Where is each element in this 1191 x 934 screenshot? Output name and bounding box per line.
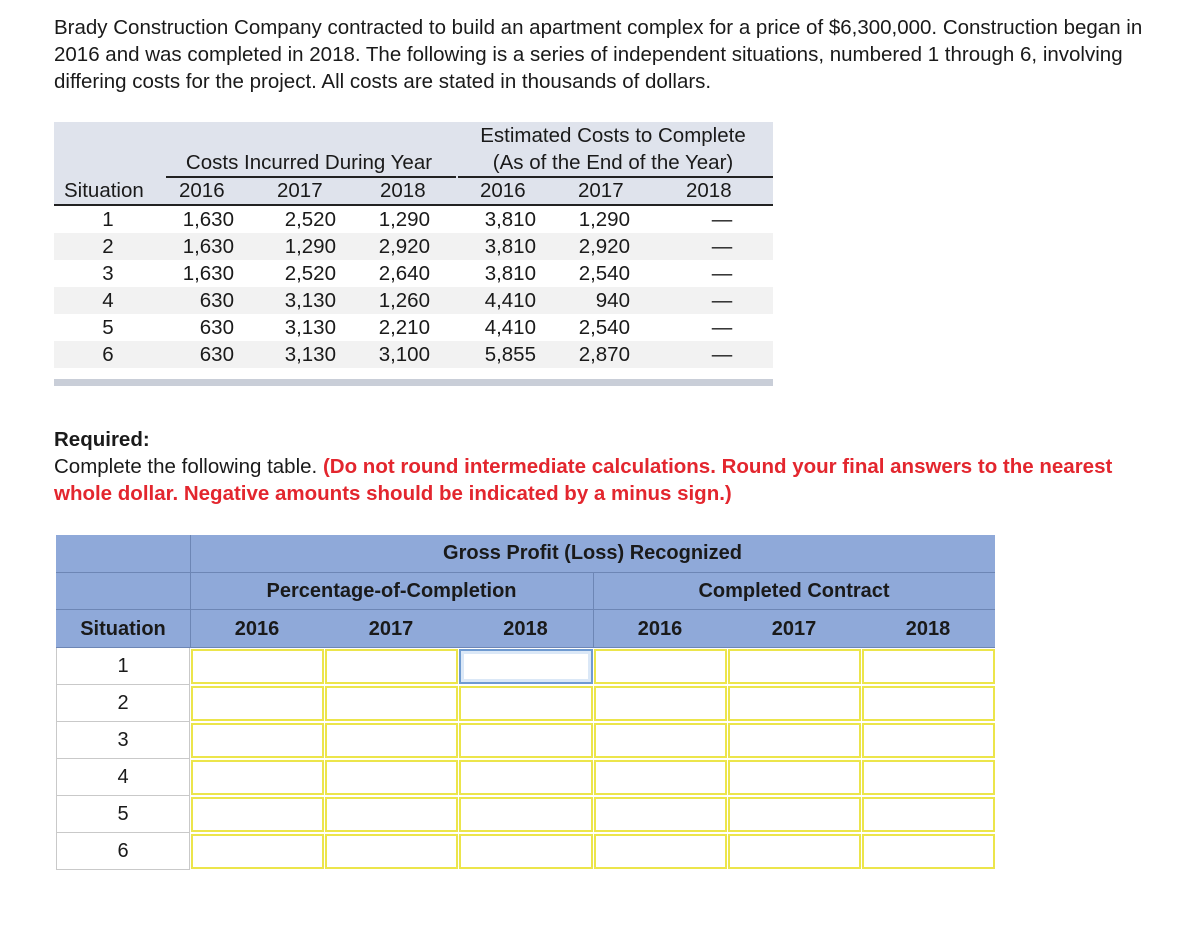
required-text: [54, 453, 1164, 507]
cell-estimated-2016: 5,855: [484, 343, 536, 366]
cell-estimated-2016: 4,410: [484, 289, 536, 312]
cell-incurred-2017: 3,130: [284, 289, 336, 312]
col-header-incurred-2018: 2018: [380, 179, 426, 202]
answer-input-s2-cc-2016[interactable]: [594, 686, 727, 721]
answer-situation-label: 6: [56, 833, 190, 870]
cell-estimated-2016: 4,410: [484, 316, 536, 339]
answer-input-s4-cc-2016[interactable]: [594, 760, 727, 795]
answer-input-s1-cc-2017[interactable]: [728, 649, 861, 684]
cell-estimated-2016: 3,810: [484, 262, 536, 285]
answer-input-s5-cc-2017[interactable]: [728, 797, 861, 832]
cost-data-table: [54, 122, 773, 386]
cell-estimated-2018: —: [711, 316, 733, 339]
answer-input-s4-poc-2017[interactable]: [325, 760, 458, 795]
answer-col-cc-2016: 2016: [637, 618, 683, 640]
answer-input-s5-poc-2016[interactable]: [191, 797, 324, 832]
cell-situation: 2: [102, 235, 114, 258]
answer-input-s1-poc-2017[interactable]: [325, 649, 458, 684]
cell-situation: 5: [102, 316, 114, 339]
cell-situation: 1: [102, 208, 114, 231]
answer-col-situation: Situation: [80, 618, 166, 640]
answer-input-s3-poc-2016[interactable]: [191, 723, 324, 758]
cell-incurred-2016: 1,630: [182, 235, 234, 258]
cell-situation: 3: [102, 262, 114, 285]
answer-col-poc-2018: 2018: [503, 618, 548, 640]
col-header-estimated-2018: 2018: [686, 179, 732, 202]
answer-input-s1-cc-2018[interactable]: [862, 649, 995, 684]
answer-input-s1-poc-2016[interactable]: [191, 649, 324, 684]
problem-intro: Brady Construction Company contracted to build an apartment complex for a price of $6,300,000. Construction began in 2016 and was completed in 2018. The following is a series of independent situations, numbered 1 through 6, involving differing costs for the project. All costs are stated in thousands of dollars.: [54, 16, 1143, 93]
answer-input-s4-cc-2018[interactable]: [862, 760, 995, 795]
answer-input-s2-cc-2018[interactable]: [862, 686, 995, 721]
answer-input-s6-poc-2018[interactable]: [459, 834, 593, 869]
col-header-incurred-2016: 2016: [179, 179, 225, 202]
cell-incurred-2017: 3,130: [284, 316, 336, 339]
cell-estimated-2018: —: [711, 289, 733, 312]
answer-input-s3-cc-2017[interactable]: [728, 723, 861, 758]
cell-incurred-2017: 1,290: [284, 235, 336, 258]
group-completed-contract: Completed Contract: [698, 580, 890, 602]
answer-input-s1-cc-2016[interactable]: [594, 649, 727, 684]
answer-input-s4-poc-2016[interactable]: [191, 760, 324, 795]
answer-situation-label: 3: [56, 722, 190, 759]
answer-input-s2-cc-2017[interactable]: [728, 686, 861, 721]
cell-incurred-2018: 1,260: [378, 289, 430, 312]
cell-incurred-2016: 1,630: [182, 262, 234, 285]
cell-incurred-2017: 2,520: [284, 208, 336, 231]
cell-incurred-2018: 1,290: [378, 208, 430, 231]
answer-input-s5-poc-2017[interactable]: [325, 797, 458, 832]
cell-incurred-2018: 2,210: [378, 316, 430, 339]
answer-input-s5-cc-2018[interactable]: [862, 797, 995, 832]
table-row: [54, 233, 773, 260]
answer-input-s6-cc-2018[interactable]: [862, 834, 995, 869]
col-header-estimated-2016: 2016: [480, 179, 526, 202]
answer-table: [56, 535, 995, 870]
cell-incurred-2016: 630: [199, 289, 234, 312]
cell-incurred-2018: 3,100: [378, 343, 430, 366]
table-row: [54, 206, 773, 233]
group-percentage-of-completion: Percentage-of-Completion: [266, 580, 517, 602]
answer-input-s6-poc-2017[interactable]: [325, 834, 458, 869]
answer-input-s2-poc-2016[interactable]: [191, 686, 324, 721]
cell-estimated-2017: 2,870: [578, 343, 630, 366]
cell-estimated-2018: —: [711, 343, 733, 366]
cell-incurred-2017: 2,520: [284, 262, 336, 285]
answer-input-s3-cc-2016[interactable]: [594, 723, 727, 758]
header-estimated-line2: (As of the End of the Year): [492, 151, 734, 174]
required-instruction-note: (Do not round intermediate calculations. Round your final answers to the nearest whole dollar. Negative amounts should be indicated by a minus sign.): [54, 455, 1113, 505]
cell-estimated-2017: 1,290: [578, 208, 630, 231]
table-row: [54, 260, 773, 287]
cell-estimated-2018: —: [711, 235, 733, 258]
cell-situation: 6: [102, 343, 114, 366]
cell-incurred-2016: 1,630: [182, 208, 234, 231]
cell-estimated-2017: 2,540: [578, 316, 630, 339]
cell-situation: 4: [102, 289, 114, 312]
col-header-estimated-2017: 2017: [578, 179, 624, 202]
cell-estimated-2016: 3,810: [484, 235, 536, 258]
answer-input-s6-cc-2017[interactable]: [728, 834, 861, 869]
table-bottom-bar: [54, 379, 773, 386]
answer-col-cc-2017: 2017: [771, 618, 817, 640]
answer-situation-label: 5: [56, 796, 190, 833]
answer-col-poc-2017: 2017: [368, 618, 414, 640]
answer-input-s4-cc-2017[interactable]: [728, 760, 861, 795]
answer-input-s6-cc-2016[interactable]: [594, 834, 727, 869]
answer-input-s3-cc-2018[interactable]: [862, 723, 995, 758]
answer-situation-label: 2: [56, 685, 190, 722]
cell-estimated-2017: 940: [595, 289, 630, 312]
cell-incurred-2016: 630: [199, 316, 234, 339]
answer-input-s6-poc-2016[interactable]: [191, 834, 324, 869]
col-header-incurred-2017: 2017: [277, 179, 323, 202]
answer-input-s3-poc-2018[interactable]: [459, 723, 593, 758]
answer-situation-label: 4: [56, 759, 190, 796]
required-instruction-lead: Complete the following table.: [54, 455, 318, 478]
cell-estimated-2016: 3,810: [484, 208, 536, 231]
header-costs-incurred: Costs Incurred During Year: [185, 151, 433, 174]
answer-input-s2-poc-2017[interactable]: [325, 686, 458, 721]
cell-estimated-2018: —: [711, 262, 733, 285]
answer-title: Gross Profit (Loss) Recognized: [443, 542, 742, 564]
answer-input-s5-cc-2016[interactable]: [594, 797, 727, 832]
cell-incurred-2016: 630: [199, 343, 234, 366]
answer-input-s3-poc-2017[interactable]: [325, 723, 458, 758]
col-header-situation: Situation: [64, 179, 144, 202]
table-row: [54, 341, 773, 368]
answer-input-s5-poc-2018[interactable]: [459, 797, 593, 832]
answer-col-cc-2018: 2018: [905, 618, 951, 640]
table-row: [54, 287, 773, 314]
cell-incurred-2018: 2,920: [378, 235, 430, 258]
cell-incurred-2017: 3,130: [284, 343, 336, 366]
table-row: [54, 314, 773, 341]
answer-input-s1-poc-2018[interactable]: [459, 649, 593, 684]
cell-estimated-2017: 2,920: [578, 235, 630, 258]
answer-input-s4-poc-2018[interactable]: [459, 760, 593, 795]
header-estimated-line1: Estimated Costs to Complete: [480, 124, 746, 147]
answer-col-poc-2016: 2016: [234, 618, 280, 640]
answer-input-s2-poc-2018[interactable]: [459, 686, 593, 721]
required-title: Required:: [54, 428, 150, 451]
cell-incurred-2018: 2,640: [378, 262, 430, 285]
cell-estimated-2018: —: [711, 208, 733, 231]
answer-situation-label: 1: [56, 648, 190, 685]
cell-estimated-2017: 2,540: [578, 262, 630, 285]
